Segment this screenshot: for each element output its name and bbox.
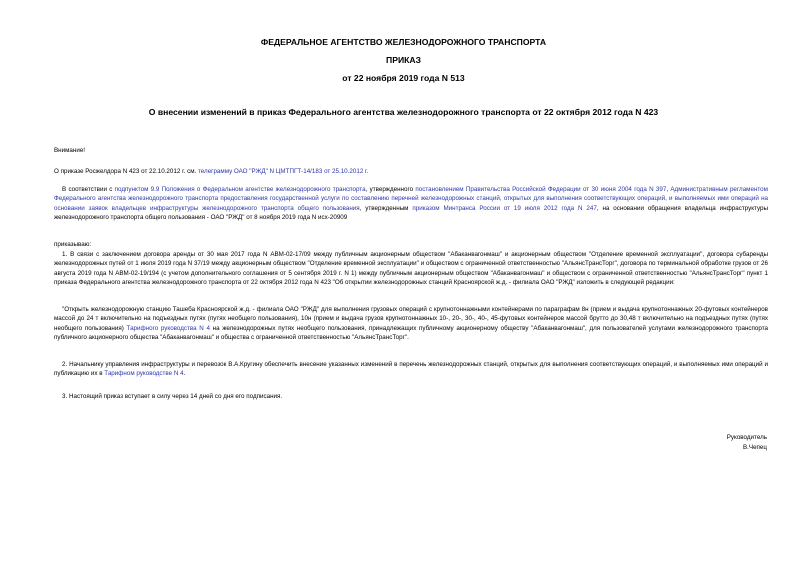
signature-name: В.Чепец (743, 444, 767, 451)
document-type: ПРИКАЗ (386, 55, 421, 65)
telegram-link[interactable]: телеграмму ОАО "РЖД" N ЦМТПГТ-14/183 от 25.10.2012 г. (197, 168, 369, 175)
admin-regulation-link[interactable]: Административным регламентом Федерального агентства железнодорожного транспорта предоставления государственной услуги по составлению перечней железнодорожных станций, открытых для выполнения соответствующих операций, и выполняемых ими операций на основании заявок владельцев инфраструктуры железнодорожного транспорта общего пользования (54, 186, 768, 212)
notice-text: О приказе Росжелдора N 423 от 22.10.2012 г. см. (54, 168, 197, 175)
preamble-text-2: , утвержденного (365, 186, 414, 193)
order-word: приказываю: (54, 241, 92, 248)
mintrans-order-link[interactable]: приказом Минтранса России от 19 июля 2012 года N 247 (412, 204, 597, 212)
item-3-paragraph: 3. Настоящий приказ вступает в силу через 14 дней со дня его подписания. (62, 393, 283, 400)
preamble-text-1: В соответствии с (62, 186, 113, 193)
item-2-paragraph (54, 360, 768, 379)
item-1-paragraph: 1. В связи с заключением договора аренды от 30 мая 2017 года N АВМ-02-17/09 между публичным акционерным обществом "Абаканвагонмаш" и акционерным обществом "Отделение временной эксплуатации", договора субаренды железнодорожных путей от 1 июля 2019 года N 37/19 между акционерным обществом "Отделение временной эксплуатации" и обществом с ограниченной ответственностью "АльянсТрансТорг", договора по терминальной обработке грузов от 26 августа 2019 года N АВМ-02-19/194 (с учетом дополнительного соглашения от 5 сентября 2019 г. N 1) между публичным акционерным обществом "Абаканвагонмаш" и обществом с ограниченной ответственностью "АльянсТрансТорг" пункт 1 приказа Федерального агентства железнодорожного транспорта от 22 октября 2012 года N 423 "Об открытии железнодорожных станций Красноярской ж.д. - филиала ОАО "РЖД" изложить в следующей редакции: (54, 251, 768, 287)
tariff-guide-link-2[interactable]: Тарифном руководстве N 4 (104, 370, 184, 378)
preamble-text-4: , утвержденным (359, 204, 409, 212)
document-title: О внесении изменений в приказ Федерального агентства железнодорожного транспорта от 22 октября 2012 года N 423 (148, 107, 659, 117)
quote-text-1: "Открыть железнодорожную станцию Ташеба Красноярской ж.д. - филиала ОАО "РЖД" для выполнения грузовых операций с крупнотоннажными контейнерами по параграфам 8н (прием и выдача крупнотоннажных 20-футовых контейнеров массой до 24 т включительно на подъездных путях (путях необщего пользования), 10н (прием и выдача грузов крупнотоннажных 10-, 20-, 30-, 40-, 45-футовых контейнеров массой брутто до 30,48 т включительно на подъездных путях (путях необщего пользования) (54, 306, 768, 332)
notice-paragraph (54, 167, 768, 176)
preamble-paragraph (54, 185, 768, 223)
quote-text-2: на железнодорожных путях необщего пользования, принадлежащих публичному акционерному обществу "Абаканвагонмаш", для пользователей услугами железнодорожного транспорта публичного акционерного общества "Абаканвагонмаш" и общества с ограниченной ответственностью "АльянсТрансТорг". (54, 324, 768, 342)
notice-label: Внимание! (54, 147, 86, 154)
preamble-text-5: , на основании обращения владельца инфраструктуры железнодорожного транспорта общего пользования - ОАО "РЖД" от 8 ноября 2019 года N исх-20909 (54, 204, 768, 222)
agency-name: ФЕДЕРАЛЬНОЕ АГЕНТСТВО ЖЕЛЕЗНОДОРОЖНОГО ТРАНСПОРТА (260, 37, 547, 47)
tariff-guide-link[interactable]: Тарифного руководства N 4 (126, 324, 210, 332)
preamble-text-3: , (666, 186, 669, 193)
signature-role: Руководитель (726, 434, 767, 441)
government-decree-link[interactable]: постановлением Правительства Российской Федерации от 30 июня 2004 года N 397 (415, 186, 667, 193)
regulation-link[interactable]: подпунктом 9.9 Положения о Федеральном агентстве железнодорожного транспорта (114, 186, 366, 193)
quote-paragraph (54, 305, 768, 343)
document-date-number: от 22 ноября 2019 года N 513 (342, 73, 465, 83)
item-2-text-1: 2. Начальнику управления инфраструктуры и перевозок В.А.Кругину обеспечить внесение указанных изменений в перечень железнодорожных станций, открытых для выполнения соответствующих операций, и выполняемых ими операций и публикацию их в (54, 361, 768, 378)
item-2-text-2: . (183, 370, 186, 378)
